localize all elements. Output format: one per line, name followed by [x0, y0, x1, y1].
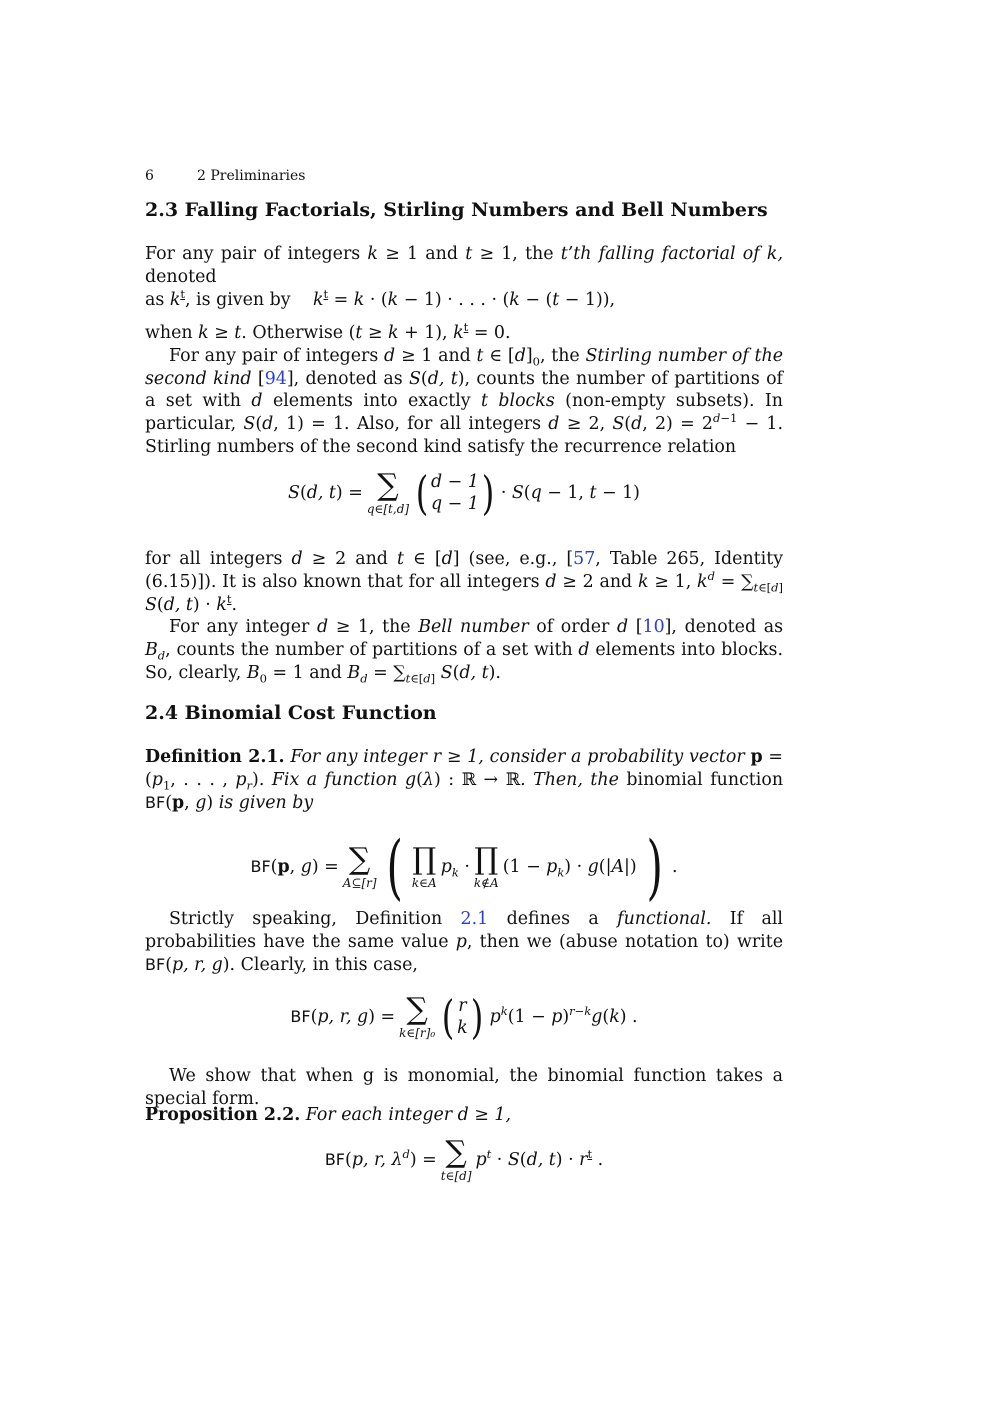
paragraph-bell: for all integers d ≥ 2 and t ∈ [d] (see, e.g., [57, Table 265, Identity (6.15)]). It is also known that for all integers d ≥ 2 and k ≥ 1, $k^d = \sum_{t\in[d]}$ S(d, $t) \cdot k^t$. For any integer d ≥ 1, the Bell number of order d [10], denoted as $B_d$, counts the number of partitions of a set with d elements into blocks. So, clearly, $B_0 = 1$ and $B_d = \sum_{t\in[d]}$ S(d, t).	[145, 549, 784, 686]
equation-binomial-function: BF(p, g) = ∑ A⊆[r] ( ∏ k∈A $p_k$ · ∏ k∉A $(1 - p_k) \cdot g(|A|)$ ) .	[250, 826, 678, 908]
definition-2-1: Definition 2.1. For any integer r ≥ 1, consider a probability vector $p = (p_1$, . . . , $p_r$). Fix a function g(λ) : ℝ → ℝ. Then, the binomial function BF(p, g) is given by	[145, 747, 784, 813]
definition-label: Definition 2.1.	[145, 747, 285, 767]
citation-10[interactable]: 10	[642, 617, 665, 638]
chapter-title: 2 Preliminaries	[197, 168, 306, 184]
equation-stirling-recurrence: S(d, t) = ∑ q∈[t,d] ( d − 1 q − 1 ) · S(q − 1, t − 1)	[288, 466, 640, 520]
proposition-label: Proposition 2.2.	[145, 1105, 301, 1125]
equation-binomial-uniform: BF(p, r, g) = ∑ k∈[r]₀ ( r k ) $p^k(1 - p)^{r-k}g(k)$ .	[290, 990, 638, 1044]
paragraph-functional: Strictly speaking, Definition 2.1 defines a functional. If all probabilities have the same value p, then we (abuse notation to) write BF(p, r, g). Clearly, in this case,	[145, 909, 783, 975]
section-title-2-4: 2.4 Binomial Cost Function	[145, 702, 437, 724]
page-number: 6	[145, 168, 154, 184]
paragraph-stirling: when k ≥ t. Otherwise (t ≥ k + 1), $k^t = 0$. For any pair of integers d ≥ 1 and t ∈ $[d]_0$, the Stirling number of the second kind [94], denoted as S(d, t), counts the number of partitions of a set with d elements into exactly t blocks (non-empty subsets). In particular, S(d, 1) = 1. Also, for all integers d ≥ 2, S(d, $2) = 2^{d-1} - 1$. Stirling numbers of the second kind satisfy the recurrence relation	[145, 320, 783, 457]
equation-falling-factorial: $k^t = k \cdot (k - 1)$ · . . . · (k − (t − 1)),	[312, 287, 616, 310]
citation-def-2-1[interactable]: 2.1	[460, 909, 489, 929]
paragraph-falling-factorial: For any pair of integers k ≥ 1 and t ≥ 1, the t’th falling factorial of k, denoted as $k^t$, is given by	[145, 244, 784, 310]
citation-94[interactable]: 94	[264, 368, 287, 389]
proposition-2-2: Proposition 2.2. For each integer d ≥ 1,	[145, 1105, 511, 1125]
running-header	[145, 165, 305, 188]
equation-proposition: BF(p, r, $\lambda^d$) = ∑ t∈[d] $p^t \cdot S(d$, $t) \cdot r^t$ .	[324, 1135, 604, 1183]
section-title-2-3: 2.3 Falling Factorials, Stirling Numbers and Bell Numbers	[145, 199, 768, 221]
citation-57[interactable]: 57	[573, 549, 596, 569]
closing-text: We show that when g is monomial, the binomial function takes a special form.	[145, 1066, 783, 1109]
